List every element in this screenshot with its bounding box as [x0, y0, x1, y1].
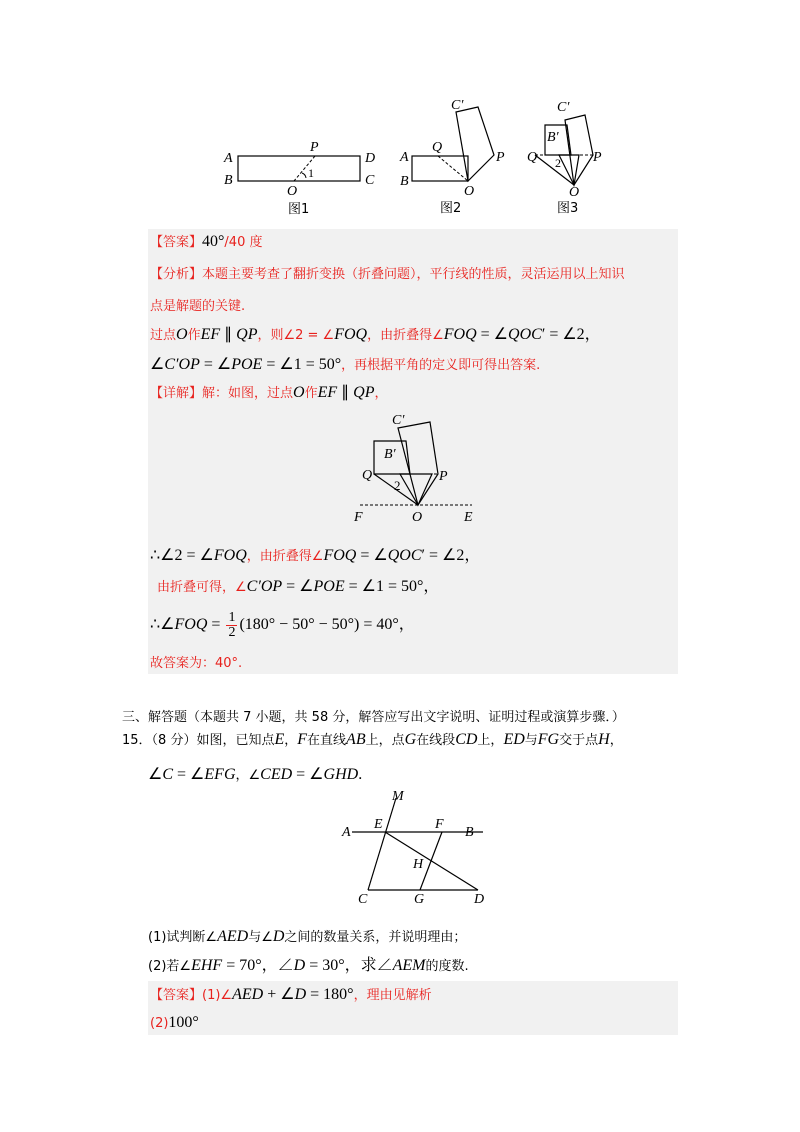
label-c-prime: C′ — [451, 98, 464, 113]
solution-step-3: ∴∠FOQ = $\frac{1}{2}$ (180° − 50° − 50°) = 40°， — [150, 609, 415, 640]
q15-line-1: 15．（8 分）如图，已知点E，F在直线AB上，点G在线段CD上，ED与FG交于点H， — [122, 731, 623, 748]
line-mc — [368, 798, 396, 890]
angle-1-arc — [302, 173, 306, 178]
folded-part — [456, 107, 494, 181]
rectangle-abcd — [238, 156, 360, 181]
detail-tag: 【详解】 — [150, 386, 203, 401]
answer-tag: 【答案】 — [150, 235, 203, 250]
analysis-line-3: 过点O作EF ∥ QP，则∠2 = ∠FOQ，由折叠得∠FOQ = ∠QOC′ = ∠2， — [150, 326, 601, 343]
q15-sub-2: (2)若∠EHF = 70°，∠D = 30°，求∠AEM的度数. — [148, 957, 469, 974]
label-m: M — [392, 789, 404, 804]
answer-value-alt: /40 度 — [224, 235, 263, 250]
label-q: Q — [527, 150, 538, 165]
label-q: Q — [362, 468, 373, 483]
section-heading: 三、解答题（本题共 7 小题，共 58 分，解答应写出文字说明、证明过程或演算步骤．） — [122, 710, 625, 725]
triangle-qpo — [400, 474, 432, 505]
label-d: D — [365, 151, 376, 166]
figure-4 — [350, 408, 485, 528]
label-q: Q — [432, 140, 443, 155]
label-c-prime: C′ — [392, 413, 405, 428]
label-o: O — [569, 185, 580, 200]
answer-line — [150, 232, 262, 253]
label-c: C — [365, 173, 375, 188]
answer15-line-2: (2)100° — [150, 1014, 199, 1031]
caption-fig2: 图2 — [440, 201, 462, 216]
analysis-text-2: 点是解题的关键. — [150, 299, 246, 314]
label-b: B — [465, 825, 474, 840]
fold-line-qo — [438, 156, 468, 181]
analysis-line-4: ∠C′OP = ∠POE = ∠1 = 50°，再根据平角的定义即可得出答案. — [150, 356, 541, 373]
label-p: P — [496, 150, 505, 165]
label-b-prime: B′ — [547, 130, 559, 145]
label-a: A — [342, 825, 351, 840]
figure-1 — [220, 135, 385, 220]
caption-fig3: 图3 — [557, 201, 579, 216]
segment-fg — [420, 832, 442, 890]
detail-line: 【详解】解：如图，过点O作EF ∥ QP， — [150, 384, 388, 401]
analysis-text-1: 本题主要考查了翻折变换（折叠问题），平行线的性质，灵活运用以上知识 — [202, 267, 625, 282]
folded-strip — [398, 422, 438, 505]
label-b: B — [400, 174, 409, 189]
label-p: P — [310, 140, 319, 155]
label-angle-2: 2 — [555, 156, 561, 170]
rectangle-abqo — [412, 156, 468, 181]
label-a: A — [400, 150, 409, 165]
label-o: O — [464, 184, 475, 199]
answer15-line-1: 【答案】(1)∠AED + ∠D = 180°，理由见解析 — [150, 986, 432, 1003]
label-b-prime: B′ — [384, 447, 396, 462]
label-e: E — [374, 817, 383, 832]
q15-sub-1: (1)试判断∠AED与∠D之间的数量关系，并说明理由； — [148, 928, 467, 945]
label-b: B — [224, 173, 233, 188]
analysis-tag: 【分析】 — [150, 267, 203, 282]
label-o: O — [412, 510, 423, 525]
label-g: G — [414, 892, 425, 906]
label-c-prime: C′ — [557, 100, 570, 115]
analysis-line-1 — [150, 265, 625, 285]
q15-line-2: ∠C = ∠EFG，∠CED = ∠GHD. — [148, 766, 363, 783]
label-e: E — [464, 510, 473, 525]
figure-2 — [398, 95, 508, 220]
label-p: P — [593, 150, 602, 165]
label-c: C — [358, 892, 368, 906]
caption-fig1: 图1 — [288, 202, 310, 217]
label-f: F — [354, 510, 363, 525]
label-angle-1: 1 — [308, 166, 314, 180]
answer-value: 40° — [202, 233, 225, 250]
solution-conclusion: 故答案为：40°. — [150, 656, 243, 671]
figure-3 — [525, 95, 620, 220]
analysis-line-2 — [150, 297, 245, 317]
figure-5 — [338, 786, 498, 906]
answer-tag: 【答案】 — [150, 988, 203, 1003]
label-f: F — [435, 817, 444, 832]
fraction-one-half: $\frac{1}{2}$ — [228, 609, 236, 640]
label-angle-2: 2 — [394, 478, 401, 493]
label-d: D — [474, 892, 485, 906]
label-p: P — [439, 469, 448, 484]
solution-step-2: 由折叠可得，∠C′OP = ∠POE = ∠1 = 50°， — [157, 578, 440, 595]
label-o: O — [287, 184, 298, 199]
label-h: H — [413, 857, 424, 872]
label-a: A — [224, 151, 233, 166]
solution-step-1: ∴∠2 = ∠FOQ，由折叠得∠FOQ = ∠QOC′ = ∠2， — [150, 547, 481, 564]
